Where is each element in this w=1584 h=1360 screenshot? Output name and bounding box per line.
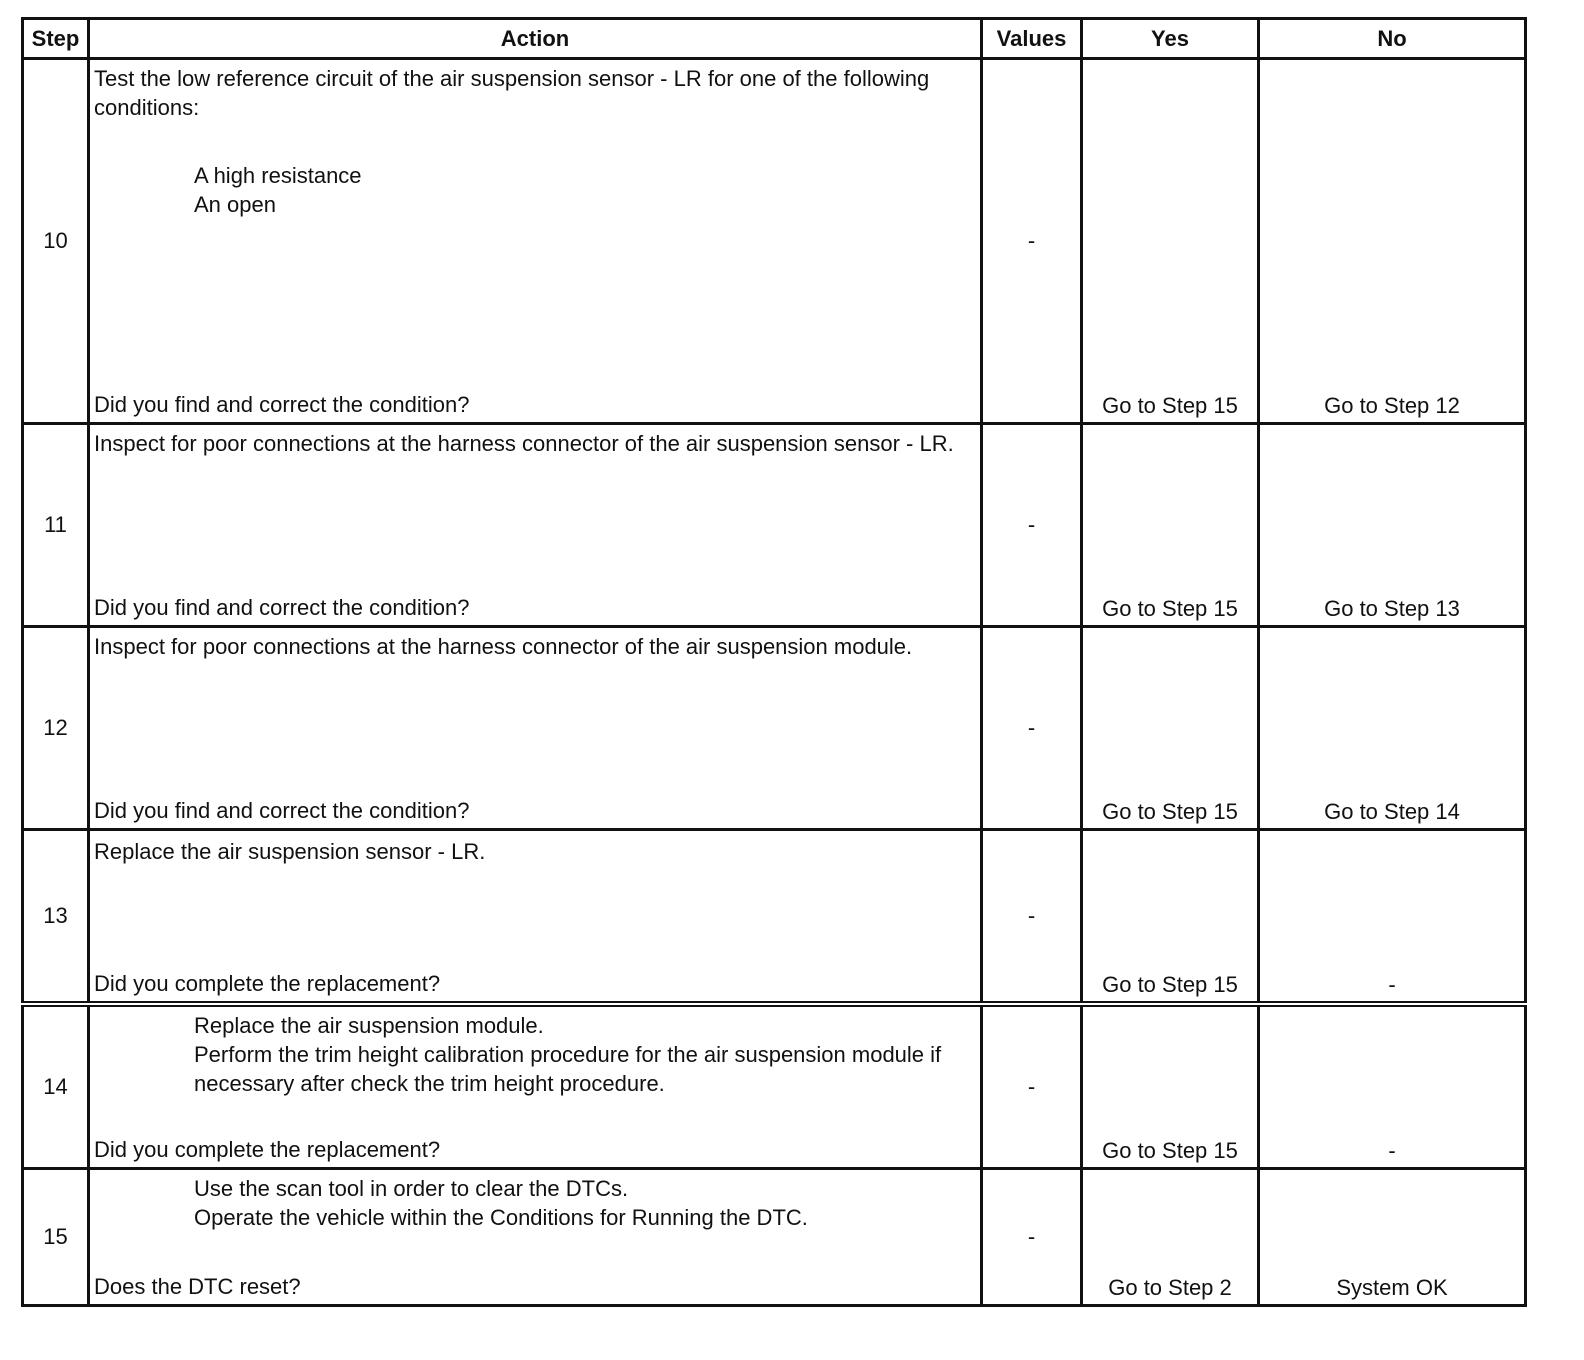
procedure-item: Perform the trim height calibration procedure for the air suspension module if necessary after check the trim height procedure. (194, 1041, 942, 1096)
condition-item: An open (194, 192, 276, 217)
header-row (23, 19, 1526, 59)
action-cell (89, 1004, 982, 1169)
action-question: Did you find and correct the condition? (94, 798, 470, 823)
action-cell (89, 1169, 982, 1306)
values-cell: - (982, 59, 1082, 424)
no-cell: - (1259, 830, 1526, 1004)
action-cell (89, 830, 982, 1004)
table-row (23, 627, 1526, 830)
table-row (23, 59, 1526, 424)
action-question: Did you complete the replacement? (94, 1137, 441, 1162)
table-row (23, 1004, 1526, 1169)
action-question: Did you find and correct the condition? (94, 595, 470, 620)
procedure-item: Use the scan tool in order to clear the DTCs. (194, 1176, 629, 1201)
no-cell: System OK (1259, 1169, 1526, 1306)
yes-cell: Go to Step 15 (1082, 830, 1259, 1004)
header-no: No (1259, 19, 1526, 59)
no-cell: Go to Step 13 (1259, 424, 1526, 627)
action-intro: Replace the air suspension sensor - LR. (94, 839, 486, 864)
diagnostic-table-container (21, 17, 1524, 1307)
yes-cell: Go to Step 15 (1082, 1004, 1259, 1169)
procedure-item: Operate the vehicle within the Conditions for Running the DTC. (194, 1205, 808, 1230)
action-cell (89, 424, 982, 627)
header-action: Action (89, 19, 982, 59)
step-number: 13 (23, 830, 89, 1004)
step-number: 14 (23, 1004, 89, 1169)
action-intro: Inspect for poor connections at the harness connector of the air suspension module. (94, 634, 913, 659)
yes-cell: Go to Step 15 (1082, 59, 1259, 424)
yes-cell: Go to Step 15 (1082, 627, 1259, 830)
values-cell: - (982, 830, 1082, 1004)
step-number: 15 (23, 1169, 89, 1306)
table-row (23, 1169, 1526, 1306)
header-yes: Yes (1082, 19, 1259, 59)
values-cell: - (982, 1004, 1082, 1169)
values-cell: - (982, 424, 1082, 627)
no-cell: Go to Step 12 (1259, 59, 1526, 424)
action-question: Did you complete the replacement? (94, 970, 441, 996)
condition-item: A high resistance (194, 163, 362, 188)
action-intro: Test the low reference circuit of the air suspension sensor - LR for one of the following conditions: (94, 66, 930, 120)
yes-cell: Go to Step 2 (1082, 1169, 1259, 1306)
action-question: Does the DTC reset? (94, 1274, 301, 1299)
values-cell: - (982, 627, 1082, 830)
header-values: Values (982, 19, 1082, 59)
diagnostic-table (21, 17, 1527, 1307)
procedure-item: Replace the air suspension module. (194, 1012, 544, 1038)
step-number: 12 (23, 627, 89, 830)
action-question: Did you find and correct the condition? (94, 392, 470, 417)
action-cell (89, 59, 982, 424)
step-number: 10 (23, 59, 89, 424)
header-step: Step (23, 19, 89, 59)
values-cell: - (982, 1169, 1082, 1306)
table-row (23, 424, 1526, 627)
yes-cell: Go to Step 15 (1082, 424, 1259, 627)
action-intro: Inspect for poor connections at the harness connector of the air suspension sensor - LR. (94, 431, 954, 456)
step-number: 11 (23, 424, 89, 627)
no-cell: - (1259, 1004, 1526, 1169)
action-cell (89, 627, 982, 830)
no-cell: Go to Step 14 (1259, 627, 1526, 830)
table-row (23, 830, 1526, 1004)
